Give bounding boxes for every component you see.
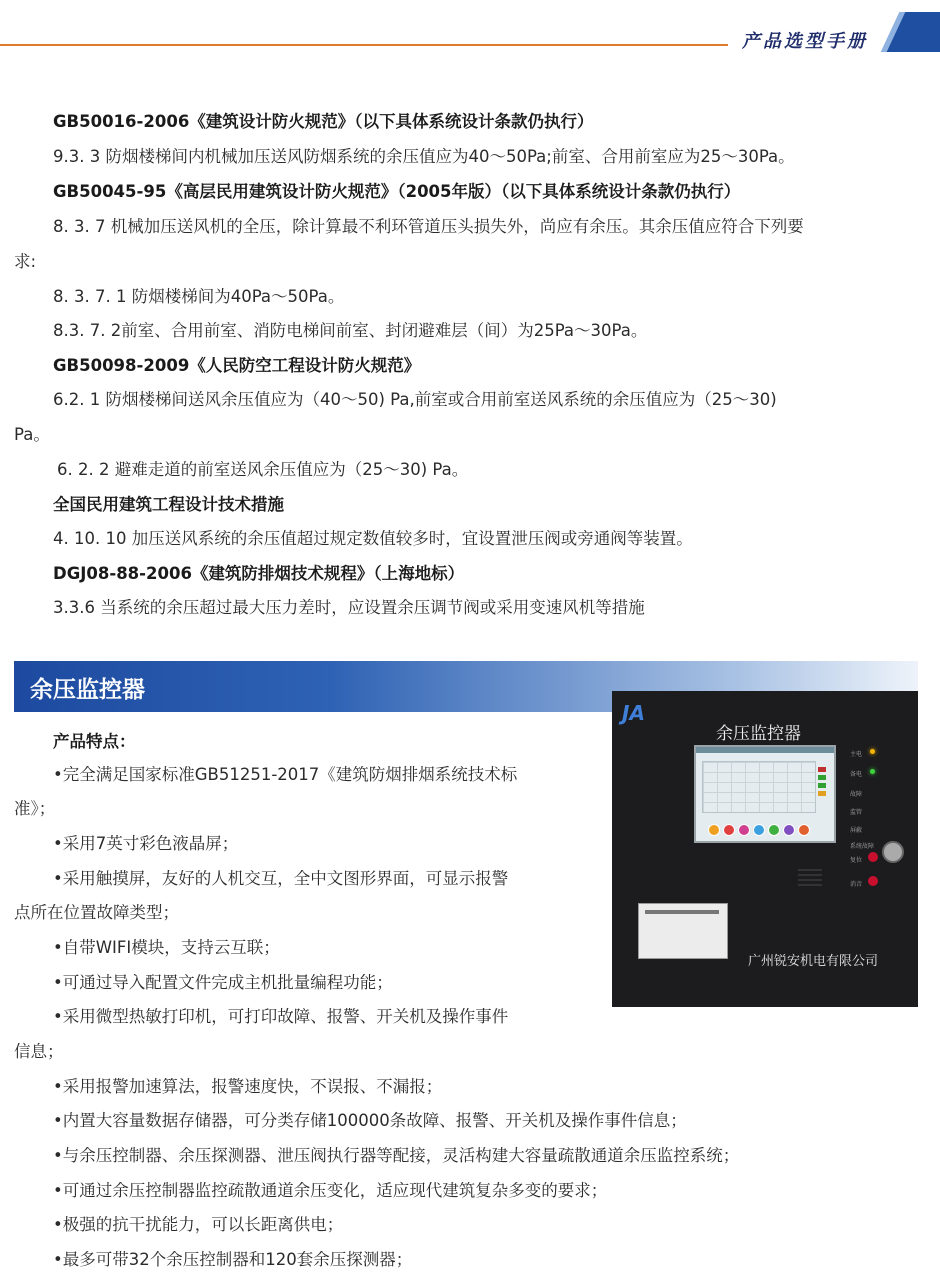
lcd-screen [694,745,836,843]
screen-side-status [818,767,828,807]
code-heading-3: GB50098-2009《人民防空工程设计防火规范》 [53,356,421,375]
indicator-label: 故障 [850,791,863,798]
feature-item: •可通过余压控制器监控疏散通道余压变化，适应现代建筑复杂多变的要求； [53,1181,608,1200]
feature-item: •内置大容量数据存储器，可分类存储100000条故障、报警、开关机及操作事件信息； [53,1111,687,1130]
screen-icon-row [708,821,813,840]
manual-title: 产品选型手册 [742,31,868,52]
feature-item: 准》； [14,799,56,818]
indicator-label: 主电 [850,751,863,758]
screen-title-bar [696,747,834,753]
feature-item: •极强的抗干扰能力，可以长距离供电； [53,1215,344,1234]
printer-paper-slot [645,910,719,914]
backup-power-led [870,769,875,774]
screen-icon [783,824,795,836]
code-heading-4: 全国民用建筑工程设计技术措施 [53,495,284,514]
feature-item: •采用报警加速算法，报警速度快，不误报、不漏报； [53,1077,443,1096]
brand-logo: JA [622,701,645,725]
indicator-label: 消音 [850,881,863,888]
code-text: 3.3.6 当系统的余压超过最大压力差时，应设置余压调节阀或采用变速风机等措施 [53,598,645,617]
header-rule [0,44,728,46]
feature-item: •采用7英寸彩色液晶屏； [53,834,239,853]
indicator-label: 备电 [850,771,863,778]
indicator-label: 系统故障 [850,843,875,850]
code-text: Pa。 [14,425,50,444]
indicator-label: 监管 [850,809,863,816]
header-corner-decoration [887,12,940,52]
thermal-printer [638,903,728,959]
screen-icon [708,824,720,836]
power-led [870,749,875,754]
section-title: 余压监控器 [30,677,145,703]
feature-item: •与余压控制器、余压探测器、泄压阀执行器等配接，灵活构建大容量疏散通道余压监控系统； [53,1146,740,1165]
code-text: 8.3. 7. 2前室、合用前室、消防电梯间前室、封闭避难层（间）为25Pa～30Pa。 [53,321,648,340]
screen-icon [768,824,780,836]
reset-button [868,852,878,862]
screen-icon [723,824,735,836]
code-heading-2: GB50045-95《高层民用建筑设计防火规范》（2005年版）（以下具体系统设计条款仍执行） [53,182,741,201]
feature-item: 点所在位置故障类型； [14,903,179,922]
feature-item: 信息； [14,1042,64,1061]
feature-item: •可通过导入配置文件完成主机批量编程功能； [53,973,393,992]
code-text: 4. 10. 10 加压送风系统的余压值超过规定数值较多时，宜设置泄压阀或旁通阀等装置。 [53,529,693,548]
device-title: 余压监控器 [716,724,801,744]
code-text: 6.2. 1 防烟楼梯间送风余压值应为（40～50) Pa,前室或合用前室送风系统的余压值应为（25～30) [53,390,777,409]
company-name: 广州锐安机电有限公司 [748,954,879,969]
screen-icon [798,824,810,836]
indicator-label: 复位 [850,857,863,864]
device-photo [612,691,918,1007]
feature-item: •采用触摸屏，友好的人机交互，全中文图形界面，可显示报警 [53,869,509,888]
speaker-grille [798,869,822,889]
code-heading-1: GB50016-2006《建筑设计防火规范》（以下具体系统设计条款仍执行） [53,112,594,131]
feature-item: •完全满足国家标准GB51251-2017《建筑防烟排烟系统技术标 [53,765,518,784]
key-lock [882,841,904,863]
code-text: 6. 2. 2 避难走道的前室送风余压值应为（25～30) Pa。 [57,460,469,479]
code-text: 9.3. 3 防烟楼梯间内机械加压送风防烟系统的余压值应为40～50Pa;前室、合用前室应为25～30Pa。 [53,147,795,166]
code-text: 求: [14,252,37,271]
feature-item: •自带WIFI模块，支持云互联； [53,938,280,957]
indicator-label: 屏蔽 [850,827,863,834]
feature-item: •最多可带32个余压控制器和120套余压探测器； [53,1250,413,1269]
feature-item: •采用微型热敏打印机，可打印故障、报警、开关机及操作事件 [53,1007,509,1026]
code-text: 8. 3. 7. 1 防烟楼梯间为40Pa～50Pa。 [53,287,345,306]
silence-button [868,876,878,886]
screen-icon [738,824,750,836]
features-heading: 产品特点： [53,732,136,751]
code-text: 8. 3. 7 机械加压送风机的全压，除计算最不利环管道压头损失外，尚应有余压。其余压值应符合下列要 [53,217,804,236]
screen-icon [753,824,765,836]
code-heading-5: DGJ08-88-2006《建筑防排烟技术规程》（上海地标） [53,564,465,583]
screen-grid [702,761,816,813]
